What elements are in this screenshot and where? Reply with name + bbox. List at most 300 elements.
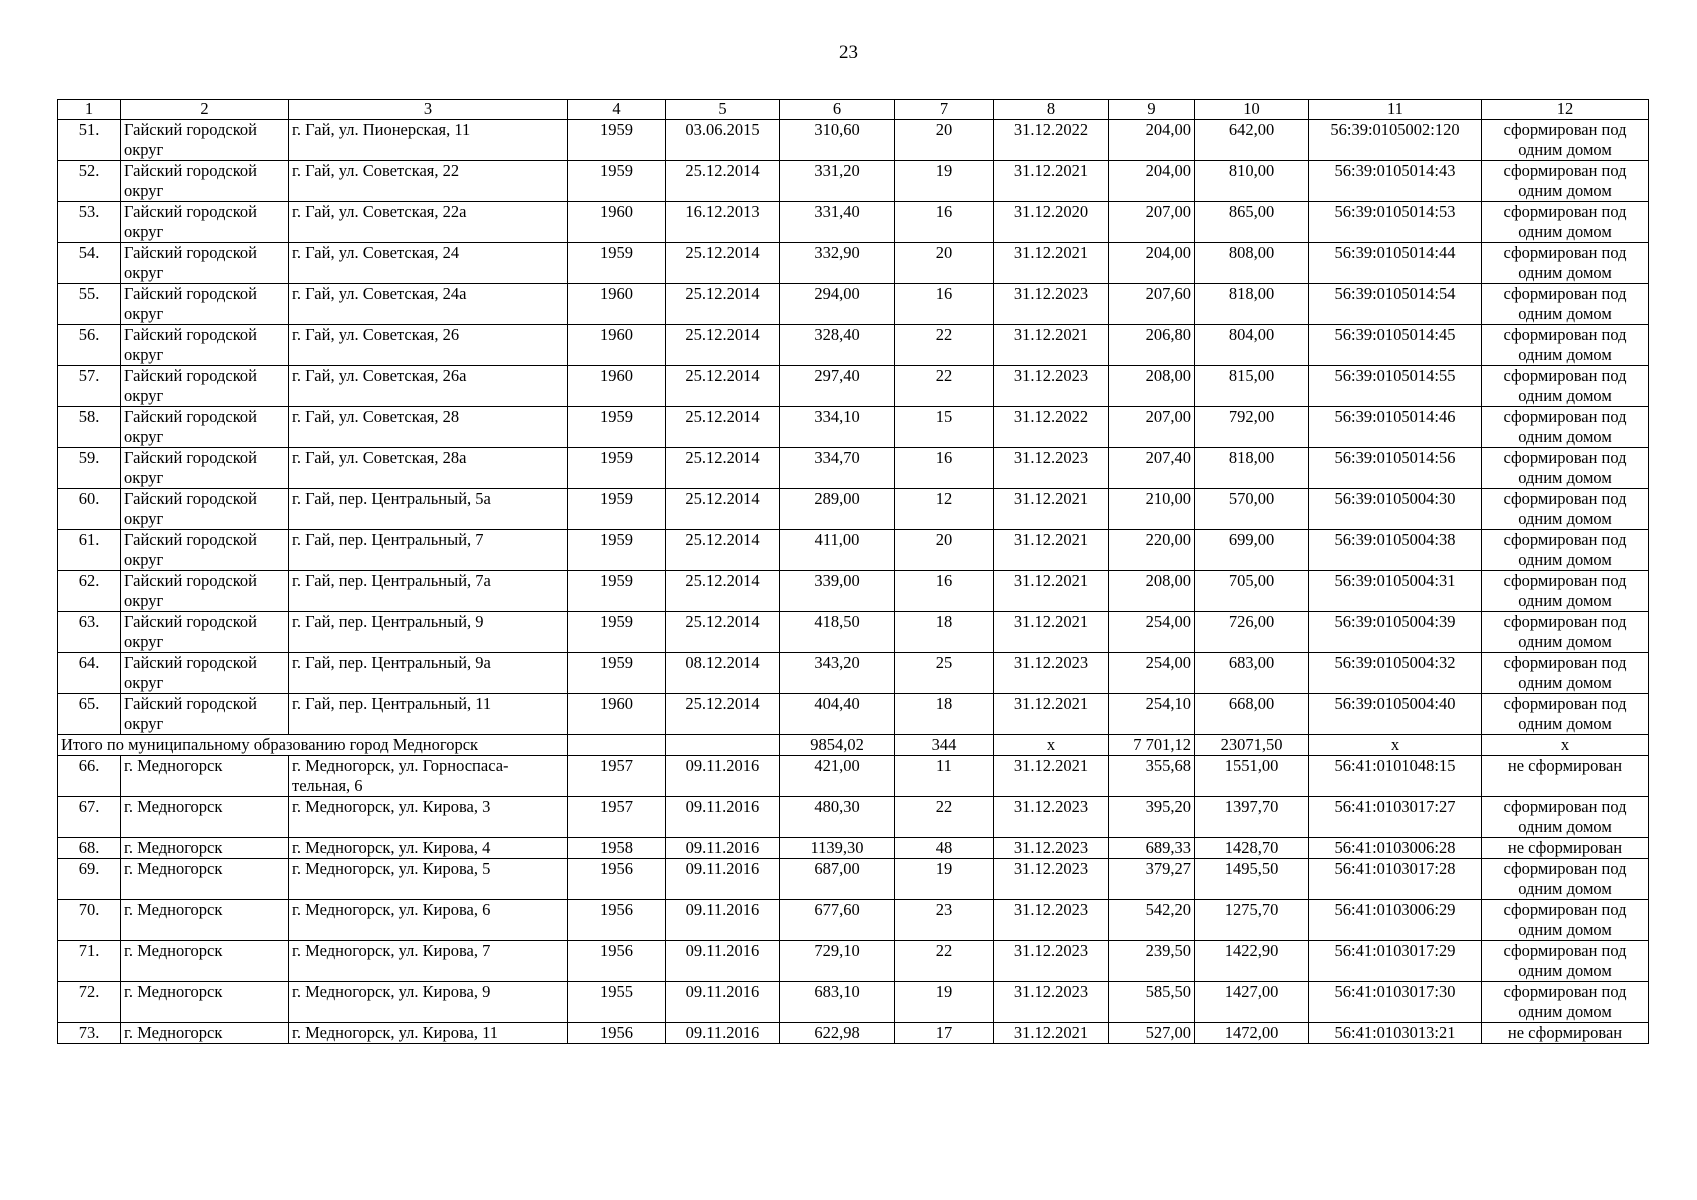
date-cell: 25.12.2014	[666, 571, 780, 612]
col10-cell: 1397,70	[1195, 797, 1309, 838]
col9-cell: 204,00	[1109, 120, 1195, 161]
date-cell: 25.12.2014	[666, 612, 780, 653]
year-cell: 1956	[568, 859, 666, 900]
land-status-cell: сформирован под одним домом	[1482, 797, 1649, 838]
row-number-cell: 62.	[58, 571, 121, 612]
address-cell: г. Гай, ул. Советская, 26	[289, 325, 568, 366]
row-number-cell: 54.	[58, 243, 121, 284]
col9-cell: 542,20	[1109, 900, 1195, 941]
deadline-cell: 31.12.2021	[994, 161, 1109, 202]
deadline-cell: 31.12.2023	[994, 366, 1109, 407]
table-header-row	[58, 100, 1649, 120]
area-cell: 421,00	[780, 756, 895, 797]
deadline-cell: 31.12.2021	[994, 1023, 1109, 1044]
area-cell: 687,00	[780, 859, 895, 900]
residents-cell: 11	[895, 756, 994, 797]
row-number-cell: 64.	[58, 653, 121, 694]
subtotal-cadastral: x	[1309, 735, 1482, 756]
date-cell: 25.12.2014	[666, 407, 780, 448]
land-status-cell: сформирован под одним домом	[1482, 571, 1649, 612]
deadline-cell: 31.12.2021	[994, 694, 1109, 735]
municipality-cell: Гайский городской округ	[121, 407, 289, 448]
cadastral-number-cell: 56:39:0105004:40	[1309, 694, 1482, 735]
subtotal-residents: 344	[895, 735, 994, 756]
year-cell: 1957	[568, 756, 666, 797]
col10-cell: 818,00	[1195, 448, 1309, 489]
row-number-cell: 56.	[58, 325, 121, 366]
year-cell: 1956	[568, 941, 666, 982]
table-row	[58, 325, 1649, 366]
land-status-cell: сформирован под одним домом	[1482, 694, 1649, 735]
col9-cell: 254,00	[1109, 653, 1195, 694]
land-status-cell: сформирован под одним домом	[1482, 366, 1649, 407]
address-cell: г. Гай, ул. Советская, 28а	[289, 448, 568, 489]
municipality-cell: г. Медногорск	[121, 838, 289, 859]
cadastral-number-cell: 56:39:0105004:38	[1309, 530, 1482, 571]
subtotal-label: Итого по муниципальному образованию город Медногорск	[58, 735, 568, 756]
table-row	[58, 571, 1649, 612]
col9-cell: 204,00	[1109, 243, 1195, 284]
col10-cell: 792,00	[1195, 407, 1309, 448]
row-number-cell: 58.	[58, 407, 121, 448]
column-header-7: 7	[895, 100, 994, 120]
land-status-cell: сформирован под одним домом	[1482, 161, 1649, 202]
housing-registry-table	[57, 99, 1649, 1044]
column-header-1: 1	[58, 100, 121, 120]
cadastral-number-cell: 56:39:0105004:31	[1309, 571, 1482, 612]
table-row	[58, 756, 1649, 797]
year-cell: 1959	[568, 161, 666, 202]
col9-cell: 204,00	[1109, 161, 1195, 202]
deadline-cell: 31.12.2020	[994, 202, 1109, 243]
year-cell: 1960	[568, 366, 666, 407]
col9-cell: 395,20	[1109, 797, 1195, 838]
land-status-cell: сформирован под одним домом	[1482, 489, 1649, 530]
land-status-cell: сформирован под одним домом	[1482, 530, 1649, 571]
address-cell: г. Медногорск, ул. Кирова, 3	[289, 797, 568, 838]
municipality-cell: Гайский городской округ	[121, 366, 289, 407]
area-cell: 334,10	[780, 407, 895, 448]
table-row	[58, 366, 1649, 407]
municipality-cell: г. Медногорск	[121, 900, 289, 941]
date-cell: 16.12.2013	[666, 202, 780, 243]
cadastral-number-cell: 56:39:0105014:55	[1309, 366, 1482, 407]
col10-cell: 1495,50	[1195, 859, 1309, 900]
table-row	[58, 448, 1649, 489]
deadline-cell: 31.12.2023	[994, 653, 1109, 694]
municipality-cell: Гайский городской округ	[121, 448, 289, 489]
area-cell: 331,40	[780, 202, 895, 243]
year-cell: 1960	[568, 694, 666, 735]
deadline-cell: 31.12.2021	[994, 325, 1109, 366]
deadline-cell: 31.12.2023	[994, 797, 1109, 838]
year-cell: 1958	[568, 838, 666, 859]
date-cell: 09.11.2016	[666, 982, 780, 1023]
residents-cell: 22	[895, 325, 994, 366]
deadline-cell: 31.12.2023	[994, 859, 1109, 900]
date-cell: 09.11.2016	[666, 941, 780, 982]
col9-cell: 527,00	[1109, 1023, 1195, 1044]
address-cell: г. Гай, ул. Пионерская, 11	[289, 120, 568, 161]
cadastral-number-cell: 56:39:0105014:43	[1309, 161, 1482, 202]
area-cell: 343,20	[780, 653, 895, 694]
row-number-cell: 51.	[58, 120, 121, 161]
subtotal-area: 9854,02	[780, 735, 895, 756]
column-header-11: 11	[1309, 100, 1482, 120]
row-number-cell: 71.	[58, 941, 121, 982]
col9-cell: 207,00	[1109, 407, 1195, 448]
col10-cell: 642,00	[1195, 120, 1309, 161]
cadastral-number-cell: 56:41:0103017:29	[1309, 941, 1482, 982]
address-cell: г. Гай, ул. Советская, 24	[289, 243, 568, 284]
table-row	[58, 407, 1649, 448]
area-cell: 332,90	[780, 243, 895, 284]
area-cell: 622,98	[780, 1023, 895, 1044]
address-cell: г. Медногорск, ул. Горноспаса-тельная, 6	[289, 756, 568, 797]
date-cell: 25.12.2014	[666, 448, 780, 489]
municipality-cell: Гайский городской округ	[121, 530, 289, 571]
land-status-cell: сформирован под одним домом	[1482, 859, 1649, 900]
residents-cell: 16	[895, 202, 994, 243]
date-cell: 09.11.2016	[666, 1023, 780, 1044]
row-number-cell: 70.	[58, 900, 121, 941]
date-cell: 08.12.2014	[666, 653, 780, 694]
col10-cell: 808,00	[1195, 243, 1309, 284]
cadastral-number-cell: 56:39:0105014:53	[1309, 202, 1482, 243]
deadline-cell: 31.12.2023	[994, 448, 1109, 489]
municipality-cell: г. Медногорск	[121, 797, 289, 838]
col9-cell: 254,10	[1109, 694, 1195, 735]
table-row	[58, 900, 1649, 941]
row-number-cell: 69.	[58, 859, 121, 900]
table-row	[58, 694, 1649, 735]
municipality-cell: Гайский городской округ	[121, 612, 289, 653]
col10-cell: 699,00	[1195, 530, 1309, 571]
area-cell: 294,00	[780, 284, 895, 325]
table-row	[58, 284, 1649, 325]
table-row	[58, 797, 1649, 838]
land-status-cell: не сформирован	[1482, 838, 1649, 859]
cadastral-number-cell: 56:39:0105004:32	[1309, 653, 1482, 694]
year-cell: 1959	[568, 530, 666, 571]
year-cell: 1959	[568, 612, 666, 653]
deadline-cell: 31.12.2021	[994, 489, 1109, 530]
subtotal-empty-cell	[568, 735, 666, 756]
municipality-cell: Гайский городской округ	[121, 161, 289, 202]
year-cell: 1956	[568, 900, 666, 941]
area-cell: 729,10	[780, 941, 895, 982]
table-row	[58, 838, 1649, 859]
cadastral-number-cell: 56:39:0105014:45	[1309, 325, 1482, 366]
residents-cell: 16	[895, 448, 994, 489]
address-cell: г. Медногорск, ул. Кирова, 5	[289, 859, 568, 900]
land-status-cell: сформирован под одним домом	[1482, 202, 1649, 243]
col9-cell: 208,00	[1109, 571, 1195, 612]
land-status-cell: не сформирован	[1482, 756, 1649, 797]
date-cell: 25.12.2014	[666, 325, 780, 366]
col10-cell: 804,00	[1195, 325, 1309, 366]
row-number-cell: 53.	[58, 202, 121, 243]
col9-cell: 207,60	[1109, 284, 1195, 325]
residents-cell: 25	[895, 653, 994, 694]
deadline-cell: 31.12.2023	[994, 982, 1109, 1023]
deadline-cell: 31.12.2023	[994, 941, 1109, 982]
row-number-cell: 60.	[58, 489, 121, 530]
municipality-cell: Гайский городской округ	[121, 202, 289, 243]
date-cell: 25.12.2014	[666, 694, 780, 735]
column-header-4: 4	[568, 100, 666, 120]
year-cell: 1959	[568, 489, 666, 530]
date-cell: 09.11.2016	[666, 859, 780, 900]
municipality-cell: Гайский городской округ	[121, 653, 289, 694]
year-cell: 1959	[568, 653, 666, 694]
col10-cell: 668,00	[1195, 694, 1309, 735]
col9-cell: 254,00	[1109, 612, 1195, 653]
row-number-cell: 72.	[58, 982, 121, 1023]
col10-cell: 1427,00	[1195, 982, 1309, 1023]
municipality-cell: Гайский городской округ	[121, 243, 289, 284]
residents-cell: 20	[895, 120, 994, 161]
row-number-cell: 55.	[58, 284, 121, 325]
municipality-cell: г. Медногорск	[121, 1023, 289, 1044]
table-row	[58, 161, 1649, 202]
residents-cell: 20	[895, 530, 994, 571]
land-status-cell: сформирован под одним домом	[1482, 325, 1649, 366]
address-cell: г. Медногорск, ул. Кирова, 6	[289, 900, 568, 941]
col10-cell: 1428,70	[1195, 838, 1309, 859]
area-cell: 480,30	[780, 797, 895, 838]
land-status-cell: сформирован под одним домом	[1482, 612, 1649, 653]
municipality-cell: Гайский городской округ	[121, 284, 289, 325]
area-cell: 1139,30	[780, 838, 895, 859]
table-row	[58, 612, 1649, 653]
deadline-cell: 31.12.2023	[994, 284, 1109, 325]
residents-cell: 19	[895, 161, 994, 202]
cadastral-number-cell: 56:41:0103017:28	[1309, 859, 1482, 900]
subtotal-col10: 23071,50	[1195, 735, 1309, 756]
municipality-cell: Гайский городской округ	[121, 694, 289, 735]
municipality-cell: г. Медногорск	[121, 859, 289, 900]
date-cell: 25.12.2014	[666, 284, 780, 325]
address-cell: г. Гай, ул. Советская, 22	[289, 161, 568, 202]
address-cell: г. Медногорск, ул. Кирова, 7	[289, 941, 568, 982]
row-number-cell: 63.	[58, 612, 121, 653]
row-number-cell: 52.	[58, 161, 121, 202]
column-header-5: 5	[666, 100, 780, 120]
row-number-cell: 73.	[58, 1023, 121, 1044]
year-cell: 1959	[568, 243, 666, 284]
cadastral-number-cell: 56:39:0105004:39	[1309, 612, 1482, 653]
cadastral-number-cell: 56:39:0105014:54	[1309, 284, 1482, 325]
col10-cell: 815,00	[1195, 366, 1309, 407]
col9-cell: 379,27	[1109, 859, 1195, 900]
residents-cell: 23	[895, 900, 994, 941]
year-cell: 1959	[568, 120, 666, 161]
year-cell: 1959	[568, 407, 666, 448]
col9-cell: 220,00	[1109, 530, 1195, 571]
residents-cell: 19	[895, 982, 994, 1023]
land-status-cell: сформирован под одним домом	[1482, 653, 1649, 694]
table-row	[58, 202, 1649, 243]
page-number: 23	[839, 42, 858, 63]
col9-cell: 208,00	[1109, 366, 1195, 407]
row-number-cell: 68.	[58, 838, 121, 859]
address-cell: г. Гай, пер. Центральный, 9а	[289, 653, 568, 694]
date-cell: 09.11.2016	[666, 797, 780, 838]
land-status-cell: сформирован под одним домом	[1482, 243, 1649, 284]
date-cell: 03.06.2015	[666, 120, 780, 161]
date-cell: 25.12.2014	[666, 366, 780, 407]
col9-cell: 689,33	[1109, 838, 1195, 859]
cadastral-number-cell: 56:41:0103017:30	[1309, 982, 1482, 1023]
column-header-2: 2	[121, 100, 289, 120]
area-cell: 418,50	[780, 612, 895, 653]
area-cell: 683,10	[780, 982, 895, 1023]
table-row	[58, 243, 1649, 284]
col9-cell: 206,80	[1109, 325, 1195, 366]
address-cell: г. Гай, ул. Советская, 26а	[289, 366, 568, 407]
municipality-cell: г. Медногорск	[121, 756, 289, 797]
cadastral-number-cell: 56:39:0105014:46	[1309, 407, 1482, 448]
residents-cell: 18	[895, 612, 994, 653]
cadastral-number-cell: 56:41:0103006:29	[1309, 900, 1482, 941]
area-cell: 339,00	[780, 571, 895, 612]
address-cell: г. Медногорск, ул. Кирова, 4	[289, 838, 568, 859]
residents-cell: 12	[895, 489, 994, 530]
deadline-cell: 31.12.2021	[994, 756, 1109, 797]
year-cell: 1960	[568, 284, 666, 325]
address-cell: г. Гай, пер. Центральный, 9	[289, 612, 568, 653]
land-status-cell: сформирован под одним домом	[1482, 284, 1649, 325]
col9-cell: 239,50	[1109, 941, 1195, 982]
col9-cell: 355,68	[1109, 756, 1195, 797]
year-cell: 1957	[568, 797, 666, 838]
table-row	[58, 530, 1649, 571]
deadline-cell: 31.12.2022	[994, 120, 1109, 161]
residents-cell: 15	[895, 407, 994, 448]
deadline-cell: 31.12.2022	[994, 407, 1109, 448]
area-cell: 331,20	[780, 161, 895, 202]
col10-cell: 1275,70	[1195, 900, 1309, 941]
column-header-12: 12	[1482, 100, 1649, 120]
year-cell: 1959	[568, 571, 666, 612]
row-number-cell: 67.	[58, 797, 121, 838]
year-cell: 1956	[568, 1023, 666, 1044]
cadastral-number-cell: 56:41:0101048:15	[1309, 756, 1482, 797]
address-cell: г. Гай, пер. Центральный, 5а	[289, 489, 568, 530]
row-number-cell: 65.	[58, 694, 121, 735]
area-cell: 328,40	[780, 325, 895, 366]
col10-cell: 818,00	[1195, 284, 1309, 325]
land-status-cell: сформирован под одним домом	[1482, 448, 1649, 489]
col10-cell: 726,00	[1195, 612, 1309, 653]
table-row	[58, 489, 1649, 530]
cadastral-number-cell: 56:39:0105014:56	[1309, 448, 1482, 489]
residents-cell: 22	[895, 941, 994, 982]
address-cell: г. Гай, пер. Центральный, 7а	[289, 571, 568, 612]
deadline-cell: 31.12.2021	[994, 243, 1109, 284]
area-cell: 411,00	[780, 530, 895, 571]
residents-cell: 16	[895, 284, 994, 325]
deadline-cell: 31.12.2021	[994, 571, 1109, 612]
deadline-cell: 31.12.2021	[994, 612, 1109, 653]
municipality-cell: г. Медногорск	[121, 941, 289, 982]
residents-cell: 22	[895, 797, 994, 838]
address-cell: г. Гай, ул. Советская, 22а	[289, 202, 568, 243]
column-header-10: 10	[1195, 100, 1309, 120]
area-cell: 404,40	[780, 694, 895, 735]
area-cell: 297,40	[780, 366, 895, 407]
col9-cell: 210,00	[1109, 489, 1195, 530]
table-row	[58, 941, 1649, 982]
col10-cell: 1422,90	[1195, 941, 1309, 982]
table-row	[58, 653, 1649, 694]
col10-cell: 865,00	[1195, 202, 1309, 243]
col9-cell: 207,40	[1109, 448, 1195, 489]
address-cell: г. Гай, ул. Советская, 24а	[289, 284, 568, 325]
column-header-3: 3	[289, 100, 568, 120]
table-row	[58, 982, 1649, 1023]
date-cell: 25.12.2014	[666, 243, 780, 284]
column-header-8: 8	[994, 100, 1109, 120]
year-cell: 1960	[568, 202, 666, 243]
col9-cell: 207,00	[1109, 202, 1195, 243]
land-status-cell: сформирован под одним домом	[1482, 120, 1649, 161]
column-header-6: 6	[780, 100, 895, 120]
residents-cell: 48	[895, 838, 994, 859]
date-cell: 25.12.2014	[666, 161, 780, 202]
address-cell: г. Гай, ул. Советская, 28	[289, 407, 568, 448]
year-cell: 1959	[568, 448, 666, 489]
table-body	[58, 100, 1649, 1044]
subtotal-status: x	[1482, 735, 1649, 756]
residents-cell: 22	[895, 366, 994, 407]
area-cell: 334,70	[780, 448, 895, 489]
col10-cell: 570,00	[1195, 489, 1309, 530]
land-status-cell: сформирован под одним домом	[1482, 982, 1649, 1023]
cadastral-number-cell: 56:39:0105004:30	[1309, 489, 1482, 530]
cadastral-number-cell: 56:41:0103017:27	[1309, 797, 1482, 838]
table-row	[58, 120, 1649, 161]
land-status-cell: сформирован под одним домом	[1482, 941, 1649, 982]
land-status-cell: не сформирован	[1482, 1023, 1649, 1044]
land-status-cell: сформирован под одним домом	[1482, 407, 1649, 448]
row-number-cell: 59.	[58, 448, 121, 489]
row-number-cell: 61.	[58, 530, 121, 571]
col10-cell: 1551,00	[1195, 756, 1309, 797]
residents-cell: 17	[895, 1023, 994, 1044]
subtotal-row	[58, 735, 1649, 756]
cadastral-number-cell: 56:41:0103006:28	[1309, 838, 1482, 859]
col10-cell: 705,00	[1195, 571, 1309, 612]
col10-cell: 683,00	[1195, 653, 1309, 694]
deadline-cell: 31.12.2023	[994, 900, 1109, 941]
municipality-cell: Гайский городской округ	[121, 120, 289, 161]
col10-cell: 1472,00	[1195, 1023, 1309, 1044]
address-cell: г. Гай, пер. Центральный, 11	[289, 694, 568, 735]
column-header-9: 9	[1109, 100, 1195, 120]
row-number-cell: 66.	[58, 756, 121, 797]
year-cell: 1960	[568, 325, 666, 366]
municipality-cell: Гайский городской округ	[121, 489, 289, 530]
row-number-cell: 57.	[58, 366, 121, 407]
date-cell: 25.12.2014	[666, 530, 780, 571]
cadastral-number-cell: 56:41:0103013:21	[1309, 1023, 1482, 1044]
year-cell: 1955	[568, 982, 666, 1023]
table-row	[58, 1023, 1649, 1044]
municipality-cell: Гайский городской округ	[121, 571, 289, 612]
residents-cell: 19	[895, 859, 994, 900]
